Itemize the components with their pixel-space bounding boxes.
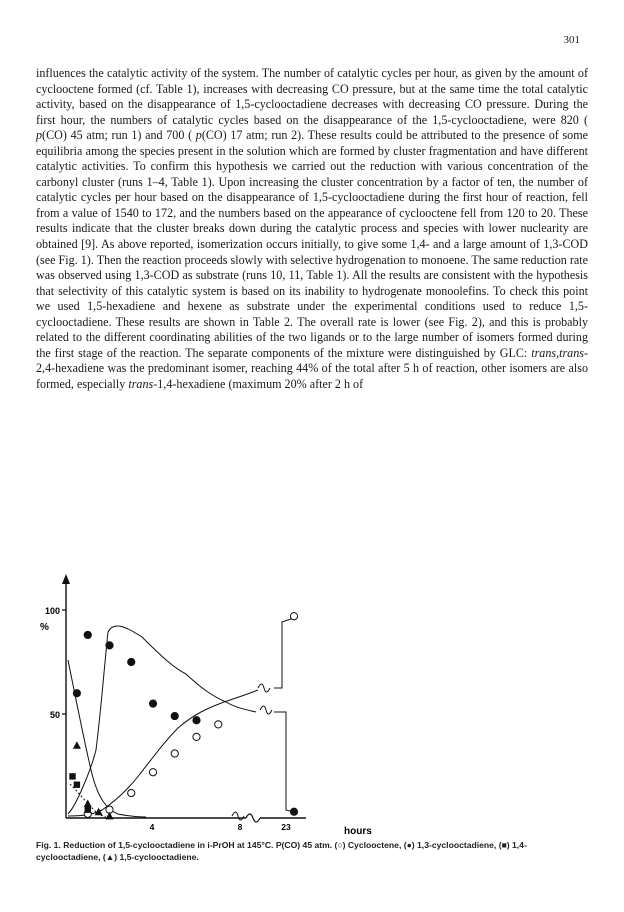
marker-filled-triangle-1 — [84, 799, 92, 807]
marker-filled-square-2 — [85, 806, 91, 812]
y-axis-label: % — [40, 622, 49, 633]
marker-open-circle-4 — [171, 750, 178, 757]
marker-open-circle-7 — [290, 613, 297, 620]
marker-filled-circle-1 — [84, 631, 91, 638]
jump-line-cyclooctene — [274, 618, 294, 688]
marker-filled-circle-5 — [171, 712, 178, 719]
marker-filled-circle-6 — [193, 717, 200, 724]
x-axis-label: hours — [344, 826, 372, 835]
x-axis-break — [246, 814, 260, 822]
page-number: 301 — [563, 34, 580, 46]
marker-open-circle-3 — [149, 769, 156, 776]
marker-filled-triangle-0 — [73, 741, 81, 749]
marker-filled-circle-7 — [290, 808, 297, 815]
y-tick-label-100: 100 — [44, 606, 60, 616]
marker-filled-circle-2 — [106, 642, 113, 649]
marker-filled-triangle-3 — [106, 812, 114, 820]
marker-filled-circle-3 — [128, 658, 135, 665]
data-markers — [69, 613, 297, 820]
marker-open-circle-2 — [128, 789, 135, 796]
curve-break-baseline — [232, 812, 244, 820]
y-axis-arrow — [62, 574, 70, 584]
curve-break-lower — [260, 706, 272, 714]
marker-filled-circle-4 — [149, 700, 156, 707]
figure-caption: Fig. 1. Reduction of 1,5-cyclooctadiene in i-PrOH at 145°C. P(CO) 45 atm. (○) Cyclooctene, (●) 1,3-cyclooctadiene, (■) 1,4-cyclooctadiene, (▲) 1,5-cyclooctadiene. — [36, 840, 527, 862]
curve-cyclooctene — [68, 690, 258, 816]
marker-filled-circle-0 — [73, 690, 80, 697]
y-tick-label-50: 50 — [49, 710, 60, 720]
marker-open-circle-6 — [215, 721, 222, 728]
x-tick-label-23: 23 — [281, 822, 291, 832]
marker-filled-square-1 — [74, 782, 80, 788]
jump-line-1-3-cod — [274, 712, 294, 812]
marker-filled-square-0 — [69, 773, 75, 779]
curve-1-3-cod — [68, 626, 256, 814]
x-tick-label-4: 4 — [149, 822, 155, 832]
curve-break-upper — [258, 684, 270, 692]
body-paragraph: influences the catalytic activity of the system. The number of catalytic cycles per hour, as given by the amount of cyclooctene formed (cf. Table 1), increases with decreasing CO pressure, but at the same time the total catalytic activity, based on the disappearance of 1,5-cyclooctadiene decreases with decreasing CO pressure. During the first hour, the numbers of catalytic cycles based on the disappearance of the 1,5-cyclooctadiene, were 820 ( p(CO) 45 atm; run 1) and 700 ( p(CO) 17 atm; run 2). These results could be attributed to the presence of some equilibria among the species present in the solution which are formed by cluster fragmentation and have different catalytic activities. To confirm this hypothesis we carried out the reduction with various concentration of the carbonyl cluster (runs 1–4, Table 1). Upon increasing the cluster concentration by a factor of ten, the number of catalytic cycles per hour based on the disappearance of 1,5-cyclooctadiene during the first hour of reaction, fell from a value of 1540 to 172, and the numbers based on the appearance of cyclooctene fell from 120 to 20. These results indicate that the cluster breaks down during the catalytic process and species with lower nuclearity are obtained [9]. As above reported, isomerization occurs initially, to give some 1,4- and a large amount of 1,3-COD (see Fig. 1). Then the reaction proceeds slowly with selective hydrogenation to monoene. The same reduction rate was observed using 1,3-COD as substrate (runs 10, 11, Table 1). All the results are consistent with the hypothesis that selectivity of this catalytic system is based on its inability to hydrogenate monoolefins. To check this point we used 1,5-hexadiene and hexene as substrate under the experimental conditions used to reduce 1,5-cyclooctadiene. These results are shown in Table 2. The overall rate is lower (see Fig. 2), and this is probably related to the different coordinating abilities of the two ligands or to the large number of isomers formed during the first stage of the reaction. The separate components of the mixture were distinguished by GLC: trans,trans-2,4-hexadiene was the predominant isomer, reaching 44% of the total after 5 h of reaction, other isomers are also formed, especially trans-1,4-hexadiene (maximum 20% after 2 h of — [36, 66, 588, 391]
figure-1 — [36, 570, 596, 835]
x-tick-label-8: 8 — [237, 822, 243, 832]
marker-open-circle-5 — [193, 733, 200, 740]
fig1-chart — [36, 570, 596, 835]
